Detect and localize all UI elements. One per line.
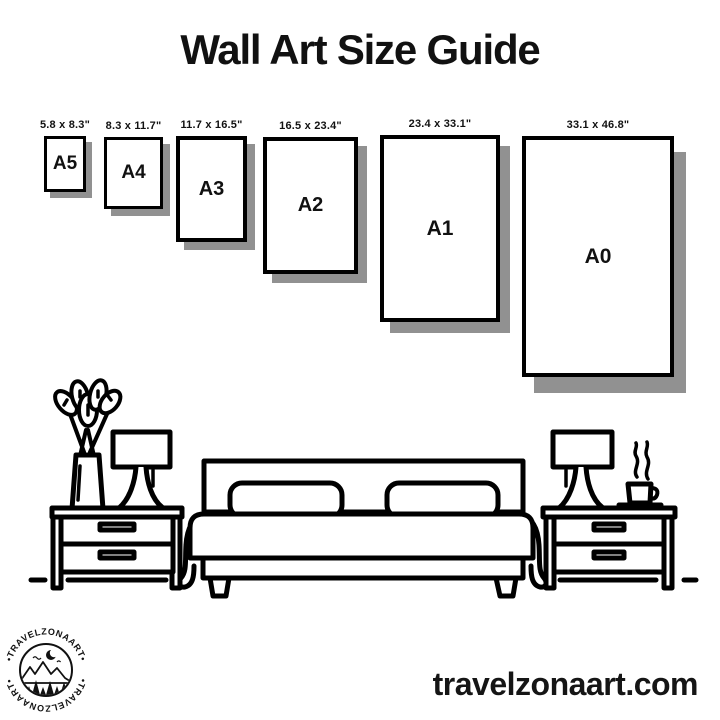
mattress (190, 514, 533, 558)
bed-leg (210, 578, 229, 596)
frame-a5-letter: A5 (52, 153, 78, 174)
frame-a1-size-label: 23.4 x 33.1" (408, 118, 472, 130)
frame-a3-letter: A3 (198, 177, 225, 200)
page-title: Wall Art Size Guide (180, 26, 540, 73)
frame-a0-box (522, 136, 674, 377)
frame-a3-size-label: 11.7 x 16.5" (180, 119, 243, 131)
frame-a1 (380, 118, 500, 322)
bedroom-illustration (0, 378, 720, 608)
frame-a5-size-label: 5.8 x 8.3" (39, 119, 91, 131)
bed-base (203, 558, 523, 578)
frame-a4-box (104, 137, 163, 209)
bed-leg (496, 578, 516, 596)
frame-a5-box (44, 136, 86, 192)
frame-a2-letter: A2 (297, 194, 324, 216)
logo-arc-text-top: •TRAVELZONAART• (3, 626, 89, 663)
frame-a1-letter: A1 (426, 216, 454, 240)
steam-icon (635, 442, 649, 479)
frame-a0-size-label: 33.1 x 46.8" (566, 119, 630, 131)
frame-a4-size-label: 8.3 x 11.7" (105, 120, 162, 132)
frame-a1-box (380, 135, 500, 322)
frame-a2-box (263, 137, 358, 274)
frame-a0 (522, 119, 674, 377)
brand-logo (0, 624, 92, 716)
logo-arc-text-bottom: •TRAVELZONAART• (3, 677, 89, 714)
frame-a4 (104, 120, 163, 209)
frame-a2-size-label: 16.5 x 23.4" (279, 120, 342, 132)
table-lamp-icon (553, 432, 612, 508)
frame-a3 (176, 119, 247, 242)
frame-a2 (263, 120, 358, 274)
nightstand-right (543, 508, 675, 588)
double-bed-icon (190, 461, 533, 596)
frame-a3-box (176, 136, 247, 242)
frame-a4-letter: A4 (121, 162, 146, 183)
table-lamp-icon (113, 432, 170, 508)
website-url: travelzonaart.com (432, 666, 698, 702)
nightstand-left (52, 508, 182, 588)
frame-a5 (39, 119, 91, 192)
frame-a0-letter: A0 (584, 244, 612, 268)
coffee-cup-icon (619, 442, 661, 505)
